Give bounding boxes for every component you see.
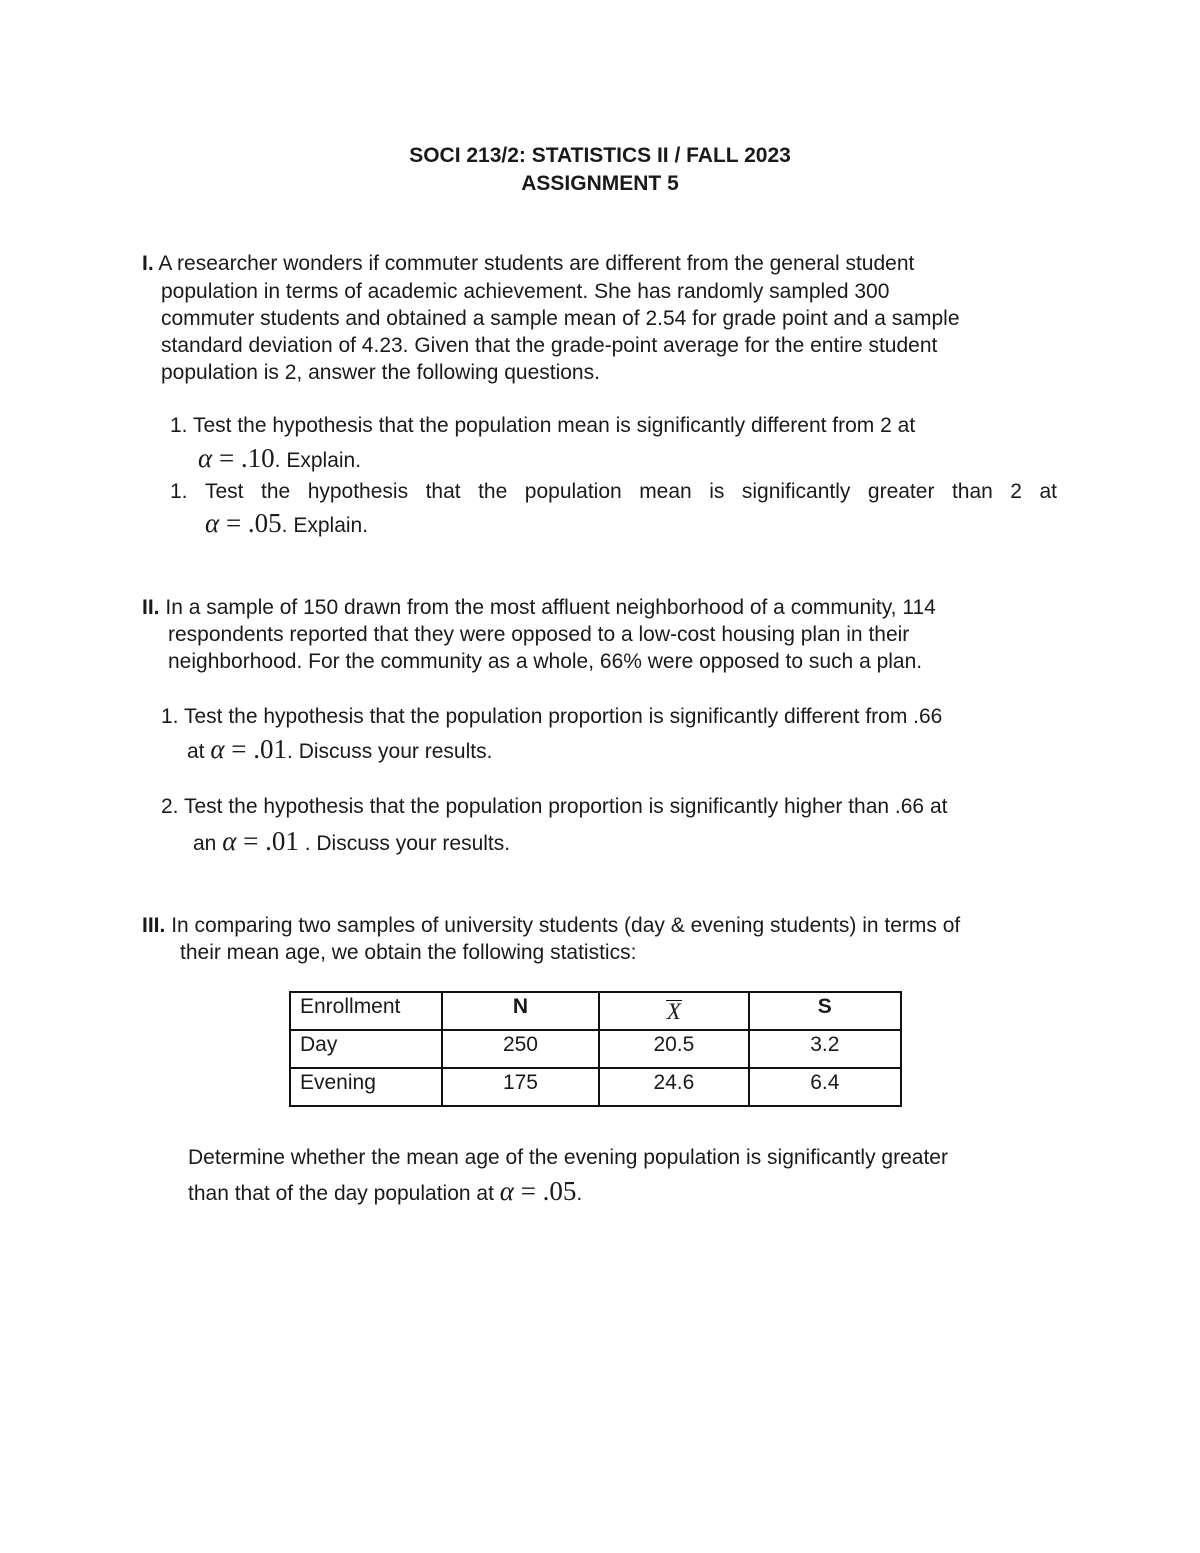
section-1-question-1-alpha bbox=[198, 445, 361, 474]
section-3-question-line-2: than that of the day population at α = .05. bbox=[188, 1176, 583, 1206]
alpha-expression: α = .10 bbox=[198, 443, 275, 473]
section-2-text-1: In a sample of 150 drawn from the most affluent neighborhood of a community, 114 bbox=[165, 596, 936, 619]
table-cell: 250 bbox=[442, 1030, 599, 1068]
section-1-line-3: commuter students and obtained a sample mean of 2.54 for grade point and a sample bbox=[161, 307, 960, 330]
section-3-line-2: their mean age, we obtain the following statistics: bbox=[180, 941, 637, 964]
section-2-question-1-alpha: at α = .01. Discuss your results. bbox=[187, 734, 493, 764]
section-1-line-4: standard deviation of 4.23. Given that the grade-point average for the entire student bbox=[161, 334, 938, 357]
alpha-expression: α = .05 bbox=[205, 508, 282, 538]
table-cell: 6.4 bbox=[749, 1068, 901, 1106]
assignment-title: ASSIGNMENT 5 bbox=[521, 172, 679, 195]
section-1-text-1: A researcher wonders if commuter students are different from the general student bbox=[158, 252, 915, 275]
table-header-s: S bbox=[749, 992, 901, 1030]
section-1-question-2: 1. Test the hypothesis that the population mean is significantly greater than 2 at bbox=[170, 480, 1057, 503]
section-2-label: II. bbox=[142, 596, 160, 619]
alpha-expression: α = .01 bbox=[222, 826, 299, 856]
table-header-n: N bbox=[442, 992, 599, 1030]
table-header-row bbox=[290, 992, 901, 1030]
table-cell: 20.5 bbox=[599, 1030, 748, 1068]
section-2-line-2: respondents reported that they were opposed to a low-cost housing plan in their bbox=[168, 623, 910, 646]
table-row bbox=[290, 1068, 901, 1106]
alpha-expression: α = .05 bbox=[499, 1176, 577, 1206]
question-suffix: . Discuss your results. bbox=[287, 740, 493, 763]
section-3-text-1: In comparing two samples of university students (day & evening students) in terms of bbox=[171, 914, 961, 937]
section-3-question-line-1: Determine whether the mean age of the evening population is significantly greater bbox=[188, 1146, 948, 1169]
question-suffix: . bbox=[576, 1182, 583, 1205]
section-3-line-1 bbox=[142, 912, 960, 939]
section-1-line-5: population is 2, answer the following questions. bbox=[161, 361, 600, 384]
section-1-line-1 bbox=[142, 250, 914, 277]
course-title: SOCI 213/2: STATISTICS II / FALL 2023 bbox=[409, 144, 791, 167]
question-suffix: . Discuss your results. bbox=[304, 832, 511, 855]
section-2-question-2-alpha: an α = .01 . Discuss your results. bbox=[193, 826, 511, 856]
x-bar-symbol: X bbox=[666, 999, 681, 1024]
question-suffix: . Explain. bbox=[281, 514, 369, 537]
section-2-question-1: 1. Test the hypothesis that the population proportion is significantly different from .66 bbox=[161, 705, 943, 728]
section-1-label: I. bbox=[142, 252, 154, 275]
table-cell: Evening bbox=[290, 1068, 442, 1106]
statistics-table bbox=[289, 991, 902, 1107]
section-1-line-2: population in terms of academic achievement. She has randomly sampled 300 bbox=[161, 280, 890, 303]
section-1-question-2-alpha bbox=[205, 510, 368, 539]
section-2-question-2: 2. Test the hypothesis that the population proportion is significantly higher than .66 at bbox=[161, 795, 948, 818]
table-header-mean bbox=[599, 992, 748, 1030]
table-row bbox=[290, 1030, 901, 1068]
question-suffix: . Explain. bbox=[274, 449, 362, 472]
table-cell: 24.6 bbox=[599, 1068, 748, 1106]
alpha-expression: α = .01 bbox=[210, 734, 288, 764]
section-2-line-1 bbox=[142, 594, 936, 621]
table-cell: 175 bbox=[442, 1068, 599, 1106]
section-2-line-3: neighborhood. For the community as a whole, 66% were opposed to such a plan. bbox=[168, 650, 923, 673]
section-1-question-1: 1. Test the hypothesis that the population mean is significantly different from 2 at bbox=[170, 414, 916, 437]
section-3-label: III. bbox=[142, 914, 166, 937]
table-cell: Day bbox=[290, 1030, 442, 1068]
table-cell: 3.2 bbox=[749, 1030, 901, 1068]
table-header-enrollment: Enrollment bbox=[290, 992, 442, 1030]
